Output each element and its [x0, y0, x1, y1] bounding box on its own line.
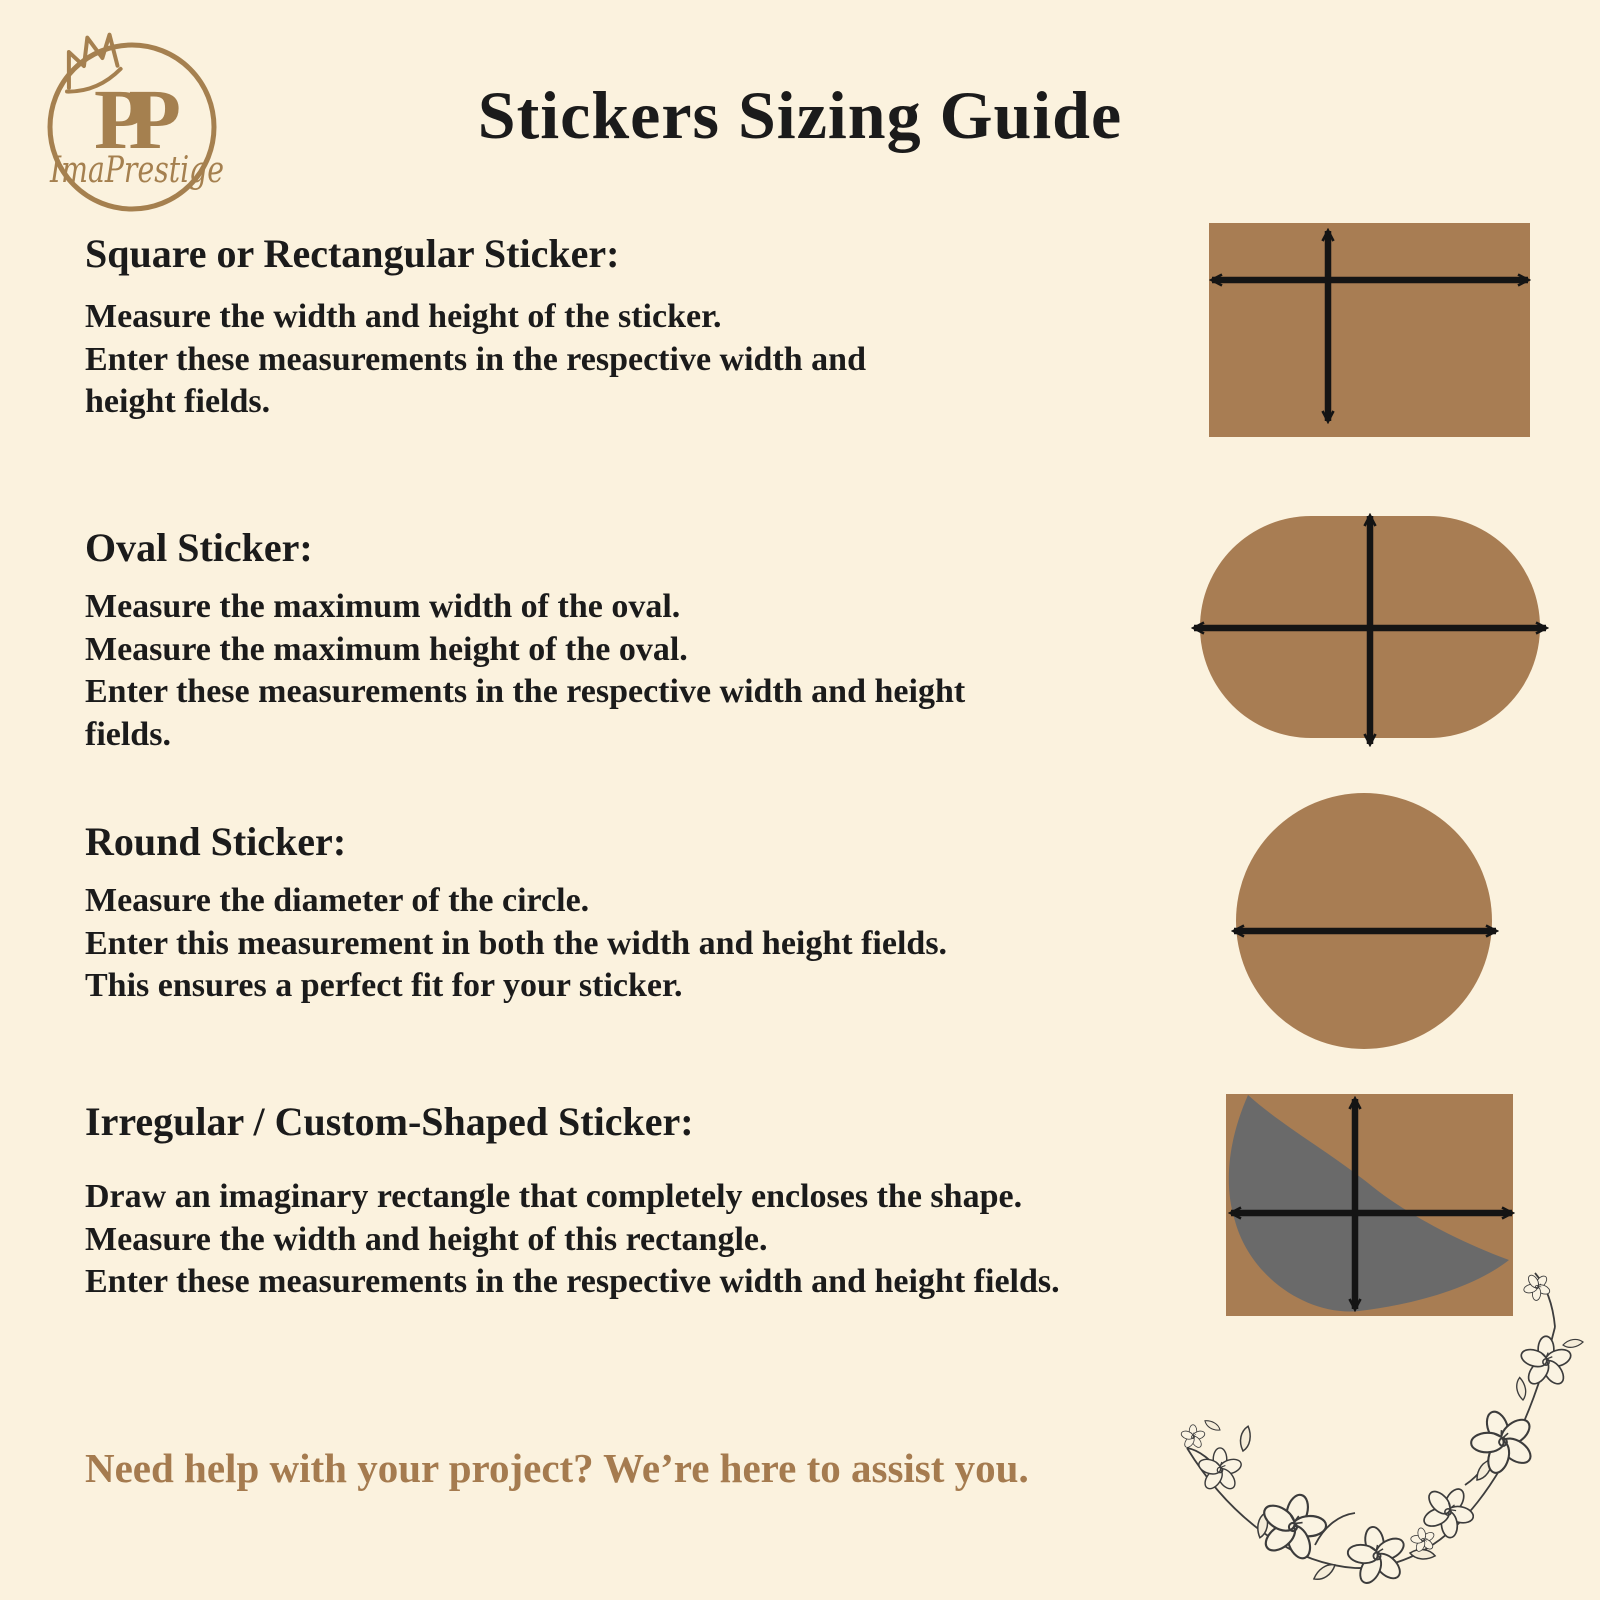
section-heading: Oval Sticker:: [85, 525, 313, 570]
instruction-line: Measure the maximum height of the oval.: [85, 630, 688, 668]
instruction-line: This ensures a perfect fit for your sticker.: [85, 967, 683, 1004]
instruction-line: Enter this measurement in both the width and height fields.: [85, 924, 948, 962]
section-heading: Square or Rectangular Sticker:: [85, 231, 620, 276]
section-square-rectangular: [85, 230, 866, 424]
logo-brand-name: ImaPrestige: [49, 150, 224, 191]
section-irregular: [85, 1098, 1060, 1304]
flower-garland-decoration: [1165, 1265, 1600, 1600]
instruction-line: Enter these measurements in the respective width and height: [85, 673, 966, 710]
section-heading: Irregular / Custom-Shaped Sticker:: [85, 1099, 694, 1144]
instruction-line: Measure the diameter of the circle.: [85, 882, 590, 919]
oval-sticker-diagram: [1188, 506, 1552, 754]
instruction-line: Enter these measurements in the respective width and height fields.: [85, 1263, 1060, 1300]
round-sticker-diagram: [1228, 783, 1503, 1058]
page-title: Stickers Sizing Guide: [477, 77, 1123, 153]
section-oval: [85, 524, 965, 756]
section-round: [85, 818, 947, 1008]
instruction-line: Enter these measurements in the respective width and: [85, 340, 867, 378]
instruction-line: fields.: [85, 715, 171, 753]
instruction-line: Measure the maximum width of the oval.: [85, 588, 681, 625]
section-heading: Round Sticker:: [85, 819, 347, 864]
logo-monogram: PP: [94, 71, 164, 167]
instruction-line: Draw an imaginary rectangle that completely encloses the shape.: [85, 1178, 1023, 1215]
rectangle-sticker-diagram: [1195, 215, 1540, 447]
help-text: Need help with your project? We’re here to assist you.: [85, 1445, 1029, 1491]
instruction-line: height fields.: [85, 383, 271, 420]
instruction-line: Measure the width and height of the sticker.: [85, 298, 722, 335]
instruction-line: Measure the width and height of this rectangle.: [85, 1220, 768, 1258]
